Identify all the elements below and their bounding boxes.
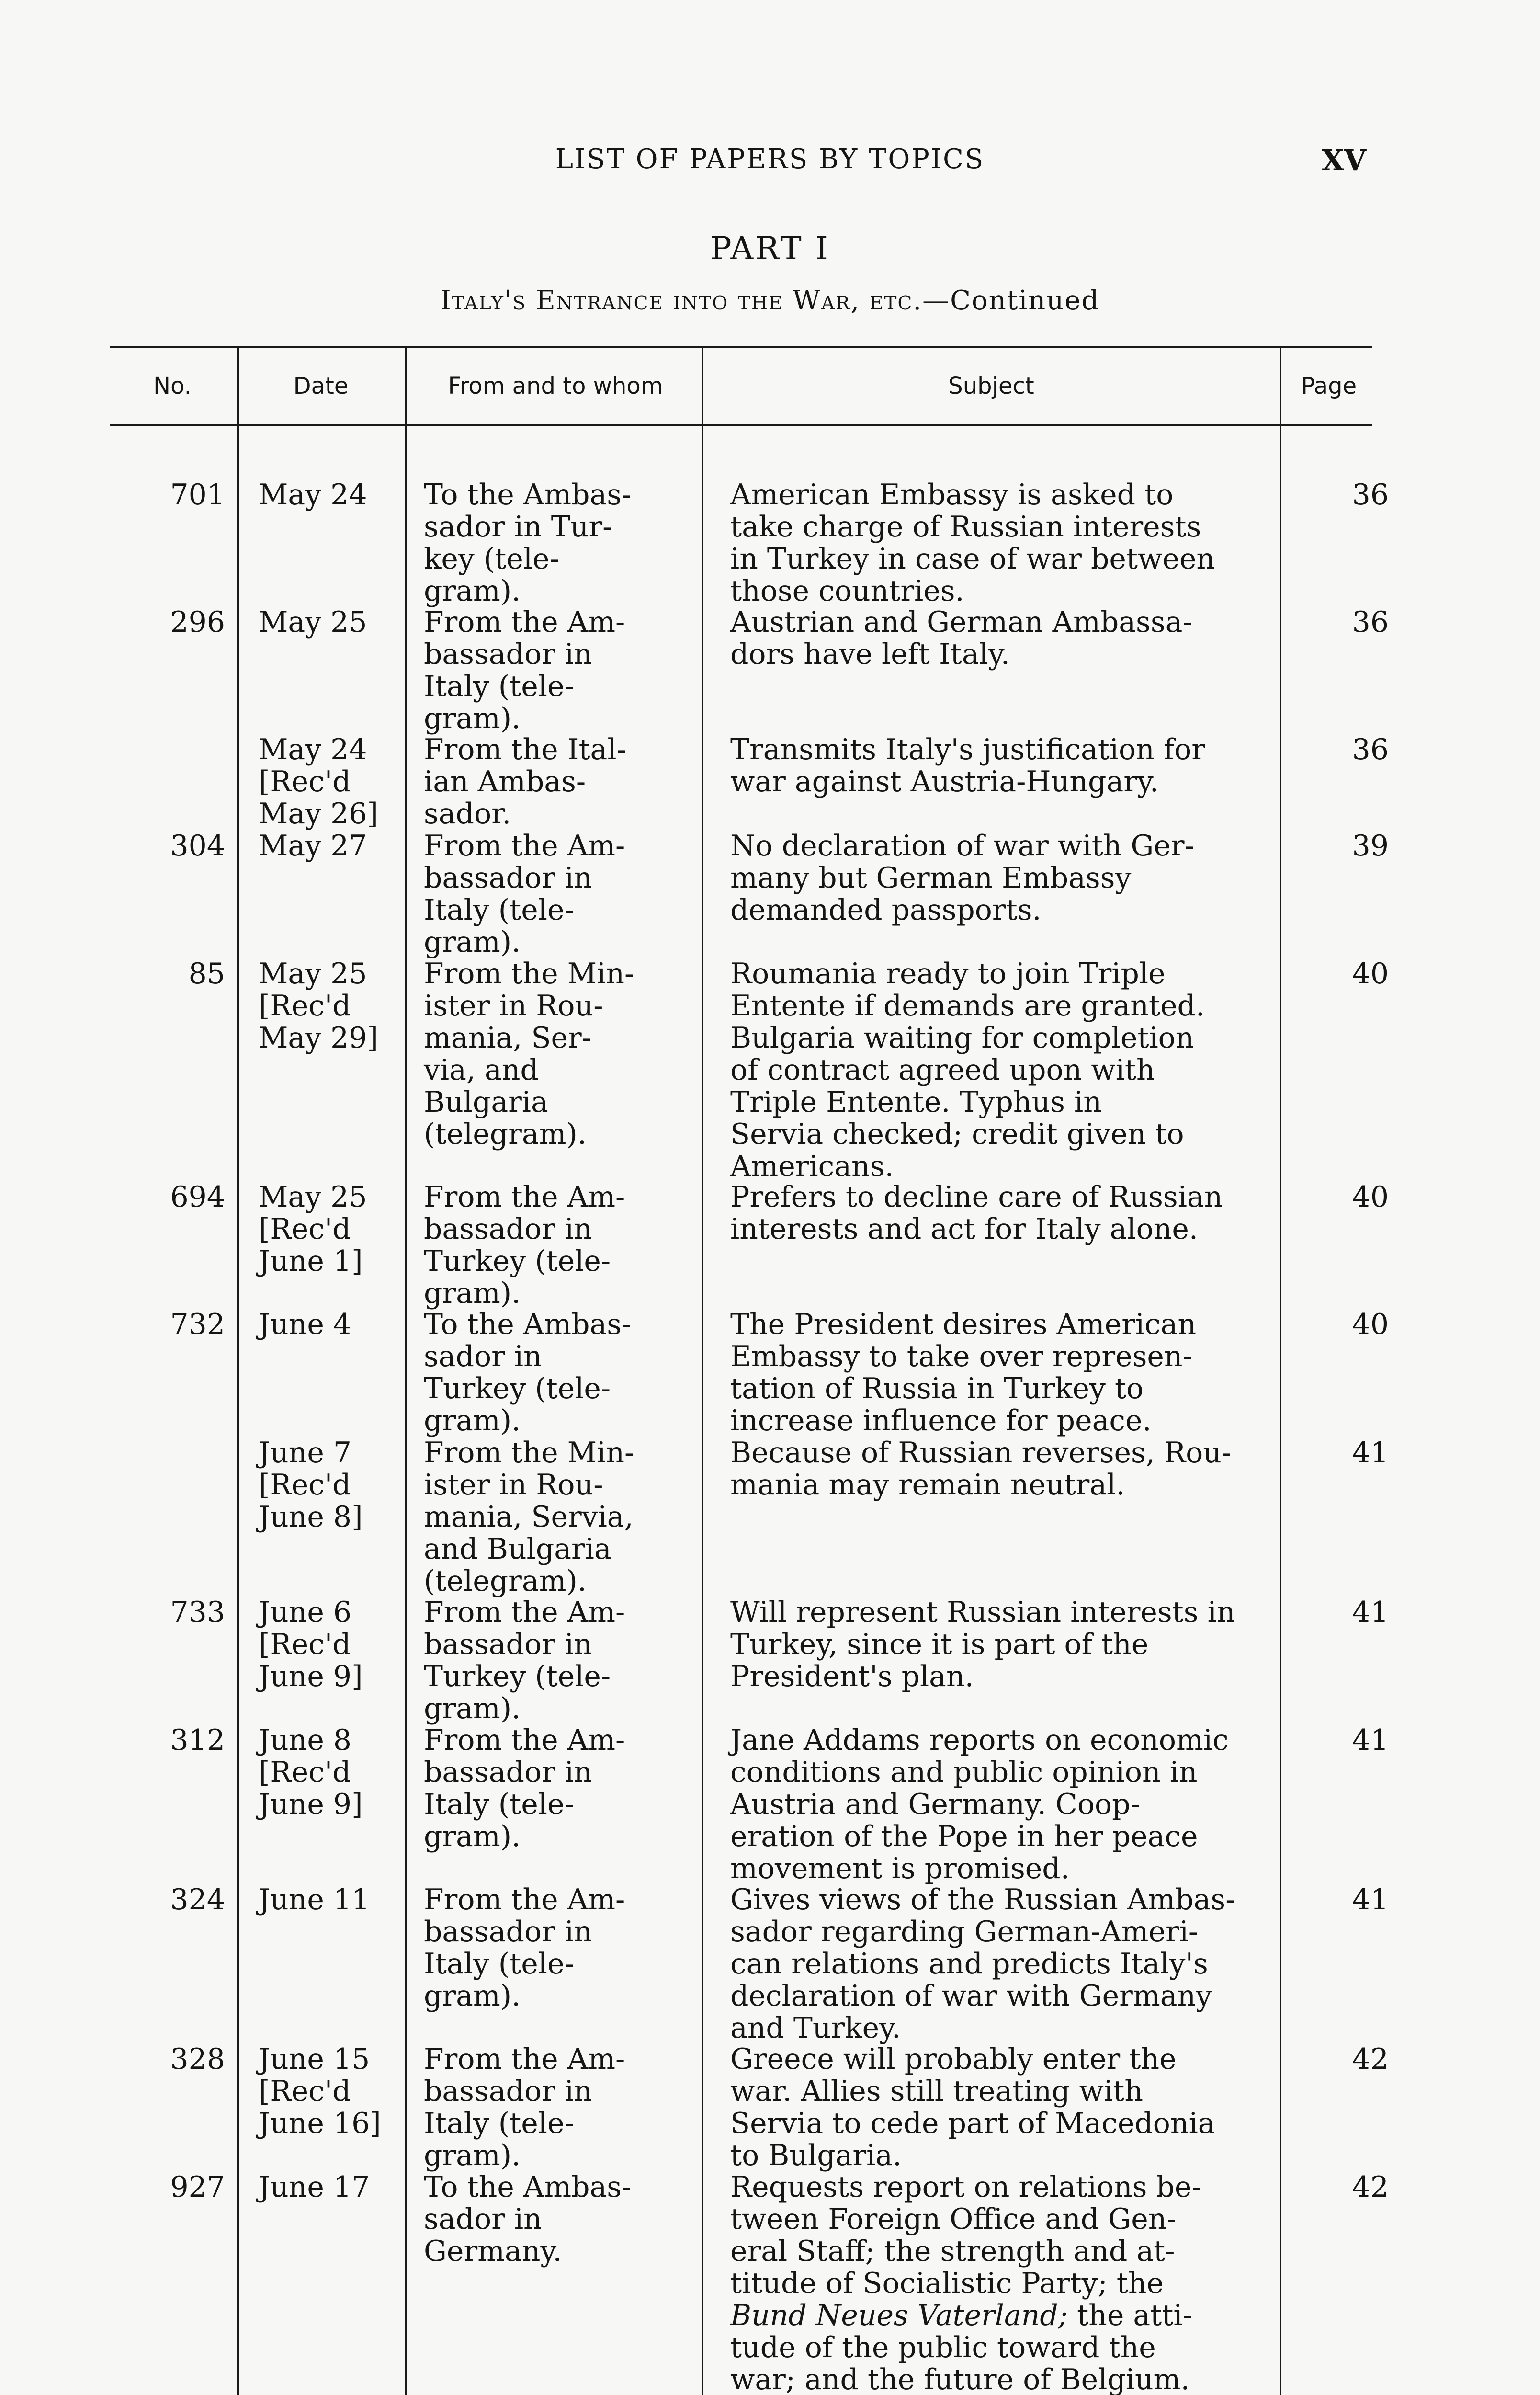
cell-page: 40 bbox=[1352, 1180, 1389, 1214]
cell-subject: Austrian and German Ambassa- dors have left Italy. bbox=[730, 605, 1192, 671]
cell-from-to: To the Ambas- sador in Tur- key (tele- gram). bbox=[424, 478, 632, 608]
cell-date: May 24 [Rec'd May 26] bbox=[259, 733, 378, 831]
cell-no: 296 bbox=[170, 605, 225, 639]
column-header-date: Date bbox=[293, 373, 349, 399]
column-header-page: Page bbox=[1301, 373, 1357, 399]
cell-subject: Prefers to decline care of Russian interests and act for Italy alone. bbox=[730, 1180, 1223, 1246]
cell-subject: No declaration of war with Ger- many but German Embassy demanded passports. bbox=[730, 829, 1194, 927]
cell-no: 328 bbox=[170, 2042, 225, 2076]
cell-date: May 25 [Rec'd June 1] bbox=[259, 1180, 367, 1278]
cell-from-to: From the Min- ister in Rou- mania, Ser- via, and Bulgaria (telegram). bbox=[424, 957, 634, 1151]
cell-date: June 8 [Rec'd June 9] bbox=[259, 1723, 363, 1821]
cell-page: 42 bbox=[1352, 2042, 1389, 2076]
section-title-suffix: —Continued bbox=[922, 285, 1100, 316]
cell-subject: Transmits Italy's justification for war against Austria-Hungary. bbox=[730, 733, 1205, 798]
cell-page: 36 bbox=[1352, 733, 1389, 766]
cell-page: 41 bbox=[1352, 1596, 1389, 1629]
cell-subject: Roumania ready to join Triple Entente if demands are granted. Bulgaria waiting for completion of contract agreed upon with Triple Entente. Typhus in Servia checked; credit given to Americans. bbox=[730, 957, 1205, 1183]
cell-date: June 4 bbox=[259, 1308, 352, 1341]
cell-subject bbox=[730, 2171, 1271, 2395]
running-head bbox=[0, 144, 1540, 187]
cell-from-to: From the Am- bassador in Italy (tele- gram). bbox=[424, 1723, 625, 1853]
cell-from-to: From the Am- bassador in Turkey (tele- gram). bbox=[424, 1596, 625, 1725]
cell-page: 40 bbox=[1352, 1308, 1389, 1341]
table-header-rule bbox=[110, 424, 1372, 426]
cell-subject: Gives views of the Russian Ambas- sador regarding German-Ameri- can relations and predicts Italy's declaration of war with Germany and Turkey. bbox=[730, 1883, 1235, 2045]
cell-date: May 24 bbox=[259, 478, 367, 512]
cell-page: 36 bbox=[1352, 478, 1389, 512]
cell-no: 701 bbox=[170, 478, 225, 512]
cell-date: May 25 bbox=[259, 605, 367, 639]
cell-subject: The President desires American Embassy to take over represen- tation of Russia in Turkey to increase influence for peace. bbox=[730, 1308, 1197, 1437]
cell-from-to: From the Min- ister in Rou- mania, Servia, and Bulgaria (telegram). bbox=[424, 1436, 634, 1598]
section-title-smallcaps: Italy's Entrance into the War, etc. bbox=[440, 285, 923, 316]
cell-no: 312 bbox=[170, 1723, 225, 1757]
cell-subject: Greece will probably enter the war. Allies still treating with Servia to cede part of Macedonia to Bulgaria. bbox=[730, 2042, 1215, 2172]
cell-no: 85 bbox=[188, 957, 225, 991]
cell-no: 733 bbox=[170, 1596, 225, 1629]
table-body bbox=[0, 479, 1540, 2395]
cell-from-to: To the Ambas- sador in Germany. bbox=[424, 2170, 632, 2268]
cell-no: 324 bbox=[170, 1883, 225, 1916]
part-title: PART I bbox=[710, 230, 830, 267]
cell-from-to: From the Am- bassador in Italy (tele- gram). bbox=[424, 605, 625, 735]
cell-subject: Will represent Russian interests in Turkey, since it is part of the President's plan. bbox=[730, 1596, 1235, 1693]
table-top-rule bbox=[110, 346, 1372, 348]
cell-date: May 25 [Rec'd May 29] bbox=[259, 957, 378, 1055]
cell-subject-part: the atti- tude of the public toward the war; and the future of Belgium. bbox=[730, 2299, 1192, 2395]
cell-date: June 15 [Rec'd June 16] bbox=[259, 2042, 381, 2140]
cell-from-to: From the Am- bassador in Italy (tele- gram). bbox=[424, 1883, 625, 2013]
cell-date: June 17 bbox=[259, 2170, 370, 2204]
cell-page: 40 bbox=[1352, 957, 1389, 991]
cell-date: May 27 bbox=[259, 829, 367, 863]
column-header-no: No. bbox=[153, 373, 192, 399]
cell-subject: Jane Addams reports on economic conditions and public opinion in Austria and Germany. Coop- eration of the Pope in her peace movement is promised. bbox=[730, 1723, 1229, 1885]
section-title bbox=[0, 285, 1540, 316]
cell-from-to: From the Am- bassador in Italy (tele- gram). bbox=[424, 2042, 625, 2172]
cell-from-to: From the Am- bassador in Turkey (tele- gram). bbox=[424, 1180, 625, 1310]
cell-page: 42 bbox=[1352, 2170, 1389, 2204]
cell-subject: American Embassy is asked to take charge of Russian interests in Turkey in case of war between those countries. bbox=[730, 478, 1215, 608]
cell-from-to: From the Ital- ian Ambas- sador. bbox=[424, 733, 626, 831]
cell-no: 694 bbox=[170, 1180, 225, 1214]
cell-from-to: From the Am- bassador in Italy (tele- gram). bbox=[424, 829, 625, 959]
cell-page: 41 bbox=[1352, 1883, 1389, 1916]
page-number: XV bbox=[1322, 144, 1367, 177]
running-title: LIST OF PAPERS BY TOPICS bbox=[555, 144, 985, 175]
column-header-subject: Subject bbox=[948, 373, 1034, 399]
cell-page: 39 bbox=[1352, 829, 1389, 863]
cell-date: June 11 bbox=[259, 1883, 370, 1916]
cell-subject: Because of Russian reverses, Rou- mania may remain neutral. bbox=[730, 1436, 1232, 1502]
cell-date: June 6 [Rec'd June 9] bbox=[259, 1596, 363, 1693]
cell-date: June 7 [Rec'd June 8] bbox=[259, 1436, 363, 1534]
cell-no: 304 bbox=[170, 829, 225, 863]
cell-from-to: To the Ambas- sador in Turkey (tele- gram). bbox=[424, 1308, 632, 1437]
cell-page: 41 bbox=[1352, 1436, 1389, 1470]
cell-no: 732 bbox=[170, 1308, 225, 1341]
cell-page: 36 bbox=[1352, 605, 1389, 639]
cell-subject-part: Requests report on relations be- tween Foreign Office and Gen- eral Staff; the strength and at- titude of Socialistic Party; the bbox=[730, 2170, 1201, 2300]
cell-subject-italic: Bund Neues Vaterland; bbox=[730, 2299, 1068, 2332]
cell-no: 927 bbox=[170, 2170, 225, 2204]
cell-page: 41 bbox=[1352, 1723, 1389, 1757]
column-header-from-to: From and to whom bbox=[448, 373, 663, 399]
